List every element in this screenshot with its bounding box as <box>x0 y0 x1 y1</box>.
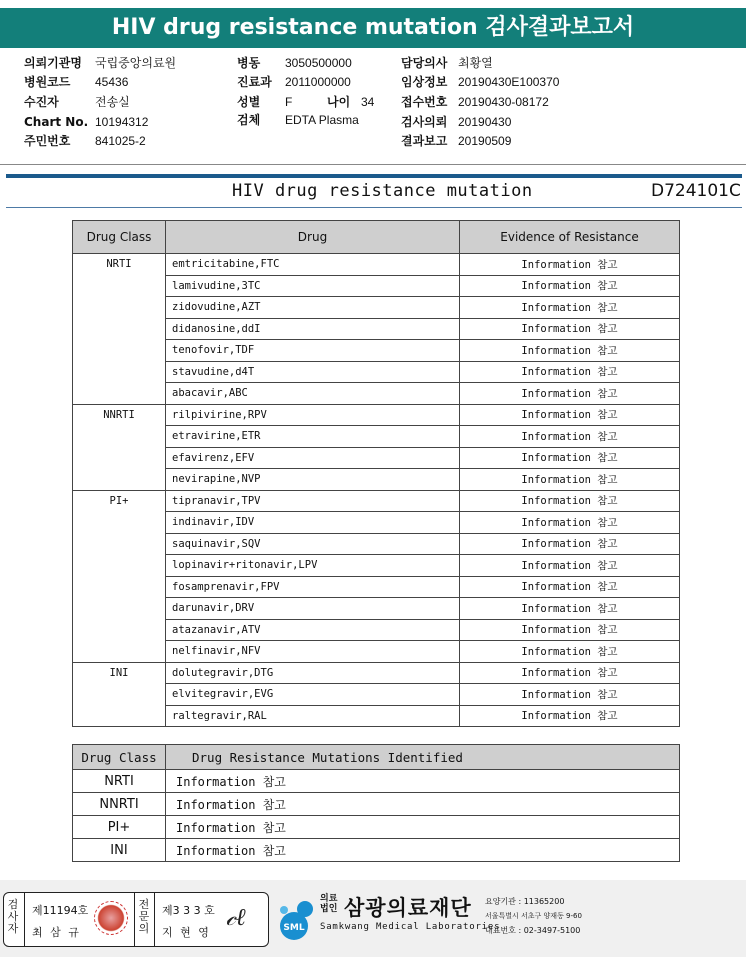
specialist-license-no: 제3 3 3 호 <box>162 904 215 917</box>
table-row <box>73 816 680 839</box>
age-value: 34 <box>361 95 375 109</box>
table-row <box>73 490 680 512</box>
table-row <box>73 404 680 426</box>
evidence-cell: Information 참고 <box>460 447 680 469</box>
care-code: 요양기관 : 11365200 <box>485 897 565 906</box>
evidence-cell: Information 참고 <box>460 426 680 448</box>
info-value: 45436 <box>95 75 129 89</box>
drug-cell: tipranavir,TPV <box>166 490 460 512</box>
drug-class-cell: NRTI <box>73 254 166 405</box>
org-english-name: Samkwang Medical Laboratories <box>320 922 501 932</box>
table-row <box>73 793 680 816</box>
mutation-cell: Information 참고 <box>166 793 680 816</box>
age-label: 나이 <box>327 95 351 109</box>
seal-stamp <box>94 901 128 935</box>
info-value: 최황열 <box>458 56 493 70</box>
evidence-cell: Information 참고 <box>460 469 680 491</box>
info-label: 주민번호 <box>24 134 71 148</box>
drug-cell: zidovudine,AZT <box>166 297 460 319</box>
address: 서울특별시 서초구 양재동 9-60 <box>485 912 582 920</box>
report-header-title: HIV drug resistance mutation 검사결과보고서 <box>0 8 746 48</box>
info-label: 병동 <box>237 56 261 70</box>
info-value: 10194312 <box>95 115 149 129</box>
drug-cell: elvitegravir,EVG <box>166 684 460 706</box>
mutation-cell: Information 참고 <box>166 839 680 862</box>
info-label: 결과보고 <box>401 134 448 148</box>
logo-text: SML <box>283 923 305 933</box>
info-label: 검사의뢰 <box>401 115 448 129</box>
info-value: F <box>285 95 293 109</box>
drug-cell: tenofovir,TDF <box>166 340 460 362</box>
mutation-cell: Information 참고 <box>166 816 680 839</box>
drug-cell: emtricitabine,FTC <box>166 254 460 276</box>
org-prefix: 의료법인 <box>320 894 338 914</box>
mutations-identified-table <box>72 744 680 862</box>
info-label: 진료과 <box>237 75 272 89</box>
specialist-name: 지 현 영 <box>162 926 211 939</box>
phone: 대표번호 : 02-3497-5100 <box>485 926 581 935</box>
column-header-drug-class: Drug Class <box>73 221 166 254</box>
divider <box>0 164 746 165</box>
info-value: 2011000000 <box>285 75 351 89</box>
drug-cell: raltegravir,RAL <box>166 705 460 727</box>
info-value: 국립중앙의료원 <box>95 56 177 70</box>
report-code: D724101C <box>651 181 741 201</box>
info-value: EDTA Plasma <box>285 113 359 127</box>
drug-class-cell: INI <box>73 839 166 862</box>
info-value: 20190509 <box>458 134 512 148</box>
evidence-cell: Information 참고 <box>460 684 680 706</box>
drug-cell: efavirenz,EFV <box>166 447 460 469</box>
evidence-cell: Information 참고 <box>460 275 680 297</box>
table-row <box>73 254 680 276</box>
column-header-drug-class: Drug Class <box>73 745 166 770</box>
sml-logo-icon <box>272 896 318 942</box>
evidence-cell: Information 참고 <box>460 383 680 405</box>
table-row <box>73 662 680 684</box>
inspector-license-no: 제11194호 <box>32 904 89 917</box>
org-name: 삼광의료재단 <box>344 896 472 920</box>
drug-cell: abacavir,ABC <box>166 383 460 405</box>
info-label: 담당의사 <box>401 56 448 70</box>
evidence-cell: Information 참고 <box>460 512 680 534</box>
evidence-cell: Information 참고 <box>460 576 680 598</box>
drug-resistance-table <box>72 220 680 727</box>
drug-cell: etravirine,ETR <box>166 426 460 448</box>
column-header-mutations: Drug Resistance Mutations Identified <box>166 745 680 770</box>
drug-class-cell: NRTI <box>73 770 166 793</box>
evidence-cell: Information 참고 <box>460 254 680 276</box>
drug-cell: darunavir,DRV <box>166 598 460 620</box>
evidence-cell: Information 참고 <box>460 705 680 727</box>
table-row <box>73 770 680 793</box>
specialist-label: 전문의 <box>138 898 150 935</box>
drug-cell: rilpivirine,RPV <box>166 404 460 426</box>
inspector-name: 최 삼 규 <box>32 926 81 939</box>
info-label: 접수번호 <box>401 95 448 109</box>
info-value: 3050500000 <box>285 56 352 70</box>
drug-cell: saquinavir,SQV <box>166 533 460 555</box>
inspector-label: 검사자 <box>7 898 19 935</box>
signature-box <box>3 892 269 947</box>
column-header-evidence: Evidence of Resistance <box>460 221 680 254</box>
drug-cell: nevirapine,NVP <box>166 469 460 491</box>
evidence-cell: Information 참고 <box>460 361 680 383</box>
evidence-cell: Information 참고 <box>460 490 680 512</box>
evidence-cell: Information 참고 <box>460 318 680 340</box>
drug-cell: dolutegravir,DTG <box>166 662 460 684</box>
info-value: 20190430-08172 <box>458 95 549 109</box>
drug-class-cell: NNRTI <box>73 404 166 490</box>
evidence-cell: Information 참고 <box>460 619 680 641</box>
drug-cell: lopinavir+ritonavir,LPV <box>166 555 460 577</box>
patient-info-block <box>0 52 746 164</box>
drug-cell: didanosine,ddI <box>166 318 460 340</box>
info-label: 수진자 <box>24 95 59 109</box>
info-label: 병원코드 <box>24 75 71 89</box>
evidence-cell: Information 참고 <box>460 641 680 663</box>
drug-cell: indinavir,IDV <box>166 512 460 534</box>
drug-class-cell: NNRTI <box>73 793 166 816</box>
signature-mark: 𝒸ℓ <box>226 903 246 931</box>
drug-cell: fosamprenavir,FPV <box>166 576 460 598</box>
info-label: 의뢰기관명 <box>24 56 82 70</box>
divider <box>6 207 742 208</box>
info-value: 20190430 <box>458 115 512 129</box>
drug-class-cell: INI <box>73 662 166 727</box>
info-value: 전송실 <box>95 95 130 109</box>
title-band <box>6 174 742 178</box>
drug-class-cell: PI+ <box>73 490 166 662</box>
info-label: 임상정보 <box>401 75 448 89</box>
drug-cell: nelfinavir,NFV <box>166 641 460 663</box>
evidence-cell: Information 참고 <box>460 404 680 426</box>
evidence-cell: Information 참고 <box>460 533 680 555</box>
info-label: 검체 <box>237 113 261 127</box>
drug-cell: atazanavir,ATV <box>166 619 460 641</box>
info-label: 성별 <box>237 95 261 109</box>
evidence-cell: Information 참고 <box>460 340 680 362</box>
table-row <box>73 839 680 862</box>
evidence-cell: Information 참고 <box>460 662 680 684</box>
evidence-cell: Information 참고 <box>460 297 680 319</box>
column-header-drug: Drug <box>166 221 460 254</box>
info-value: 841025-2 <box>95 134 146 148</box>
report-title: HIV drug resistance mutation <box>232 181 533 201</box>
info-label: Chart No. <box>24 115 89 129</box>
drug-cell: stavudine,d4T <box>166 361 460 383</box>
mutation-cell: Information 참고 <box>166 770 680 793</box>
info-value: 20190430E100370 <box>458 75 560 89</box>
evidence-cell: Information 참고 <box>460 555 680 577</box>
evidence-cell: Information 참고 <box>460 598 680 620</box>
drug-cell: lamivudine,3TC <box>166 275 460 297</box>
drug-class-cell: PI+ <box>73 816 166 839</box>
